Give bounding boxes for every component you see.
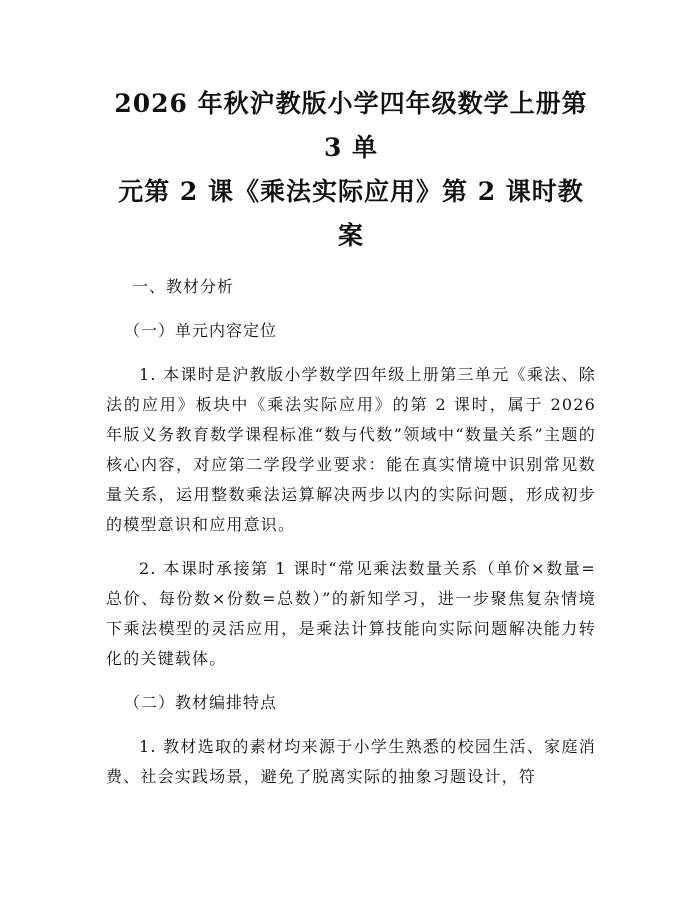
title-line-1: 2026 年秋沪教版小学四年级数学上册第 3 单 [114,89,588,162]
section-heading-textbook-analysis: 一、教材分析 [132,277,235,296]
paragraph-1: 1. 本课时是沪教版小学数学四年级上册第三单元《乘法、除法的应用》板块中《乘法实际应用》的第 2 课时，属于 2026 年版义务教育数学课程标准“数与代数”领域中“数量关系”主题的核心内容，对应第二学段学业要求：能在真实情境中识别常见数量关系，运用整数乘法运算解决两步以内的实际问题，形成初步的模型意识和应用意识。 [106,365,596,534]
document-title [106,82,596,258]
subsection-heading-unit-positioning: （一）单元内容定位 [124,321,278,340]
title-line-2: 元第 2 课《乘法实际应用》第 2 课时教案 [118,177,584,250]
subsection-heading-layout-features: （二）教材编排特点 [124,693,278,712]
paragraph-3: 1. 教材选取的素材均来源于小学生熟悉的校园生活、家庭消费、社会实践场景，避免了脱离实际的抽象习题设计，符 [106,737,596,786]
paragraph-2: 2. 本课时承接第 1 课时“常见乘法数量关系（单价×数量=总价、每份数×份数=总数）”的新知学习，进一步聚焦复杂情境下乘法模型的灵活应用，是乘法计算技能向实际问题解决能力转化的关键载体。 [106,559,596,668]
